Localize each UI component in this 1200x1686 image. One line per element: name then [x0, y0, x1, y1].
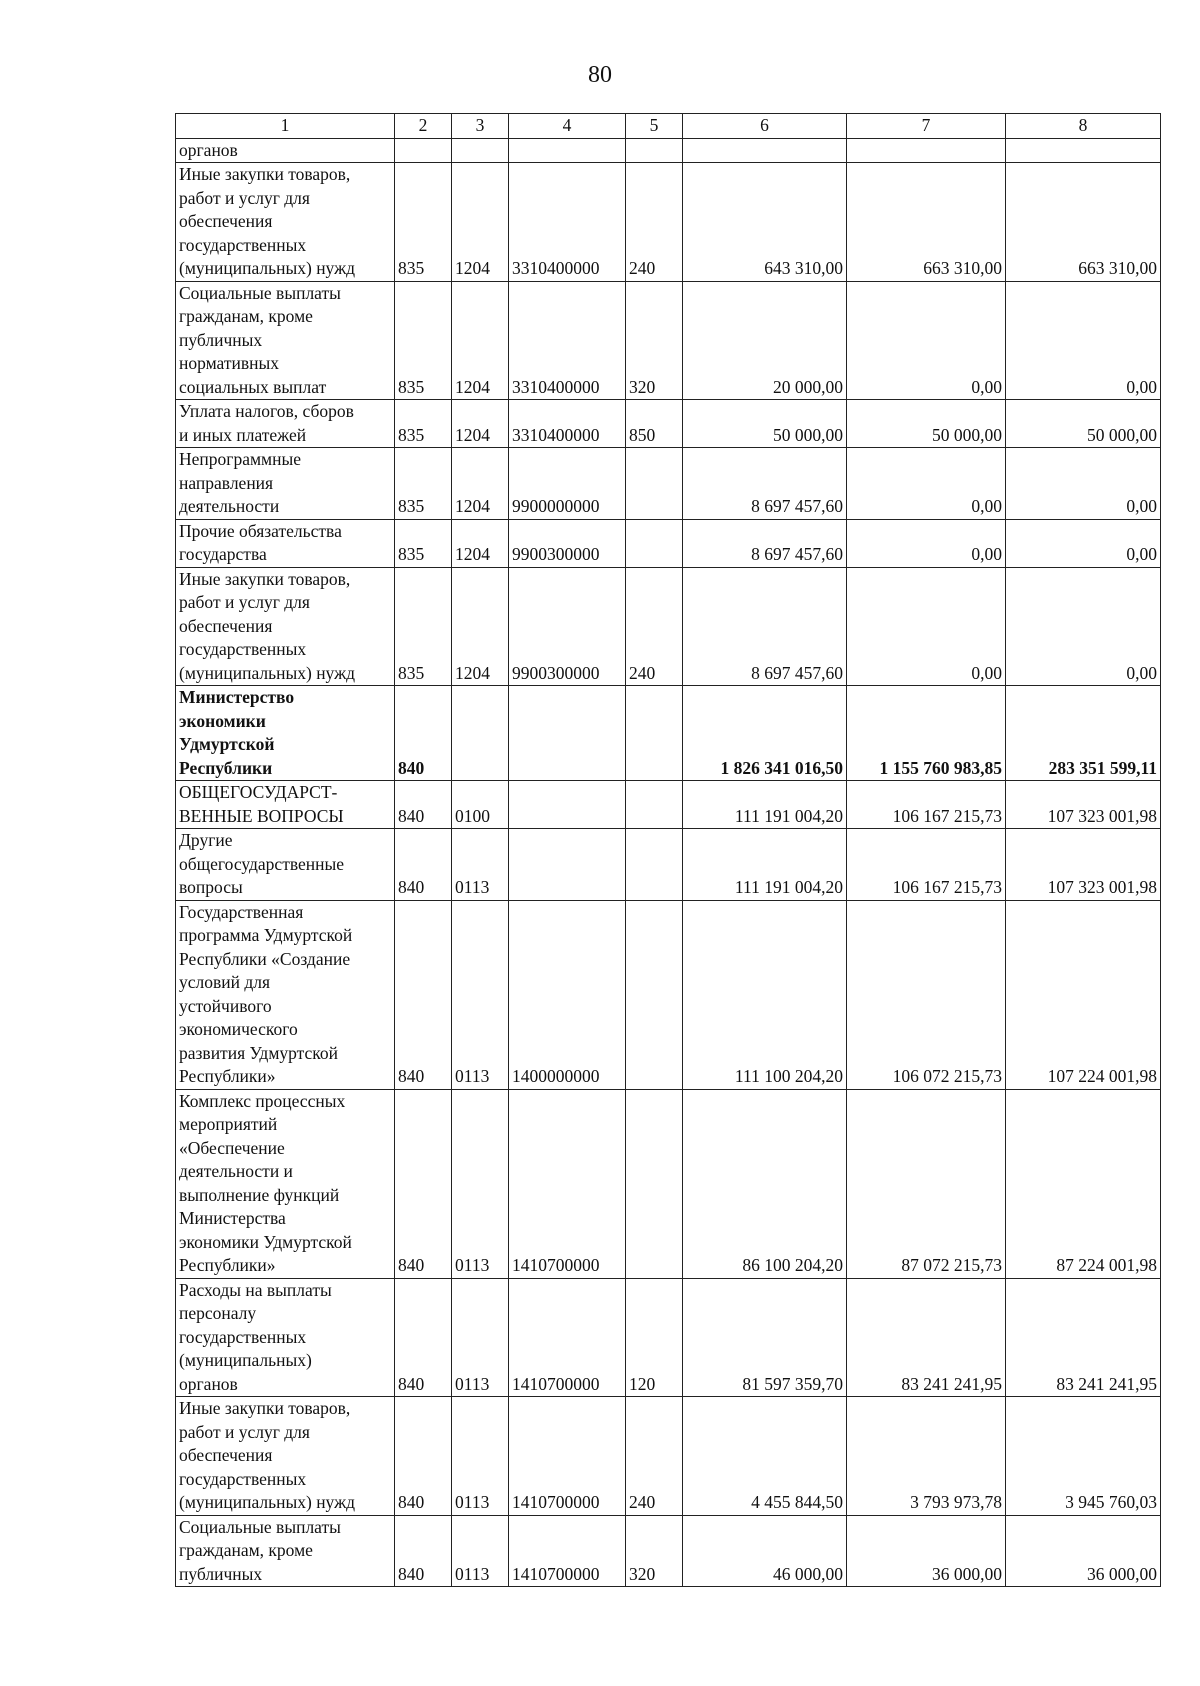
target-article-cell: 9900300000: [509, 567, 626, 686]
amount-year-1-cell: 4 455 844,50: [683, 1397, 847, 1516]
expense-type-cell: 320: [626, 281, 683, 400]
table-row: [176, 138, 1161, 163]
section-code-cell: 0113: [452, 1278, 509, 1397]
target-article-cell: 1410700000: [509, 1278, 626, 1397]
amount-year-2-cell: 106 167 215,73: [847, 829, 1006, 901]
expense-type-cell: 320: [626, 1515, 683, 1587]
table-row: [176, 1515, 1161, 1587]
target-article-cell: 1410700000: [509, 1515, 626, 1587]
section-code-cell: 1204: [452, 567, 509, 686]
amount-year-1-cell: 46 000,00: [683, 1515, 847, 1587]
target-article-cell: 1400000000: [509, 900, 626, 1089]
expense-type-cell: [626, 686, 683, 781]
target-article-cell: 9900000000: [509, 448, 626, 520]
target-article-cell: 3310400000: [509, 163, 626, 282]
expense-type-cell: [626, 1089, 683, 1278]
article-name-cell: Иные закупки товаров, работ и услуг для обеспечения государственных (муниципальных) нужд: [176, 567, 395, 686]
ministry-code-cell: 840: [395, 900, 452, 1089]
section-code-cell: 0113: [452, 1515, 509, 1587]
header-cell-2: 2: [395, 114, 452, 139]
ministry-code-cell: 835: [395, 448, 452, 520]
section-code-cell: 1204: [452, 519, 509, 567]
amount-year-1-cell: 20 000,00: [683, 281, 847, 400]
target-article-cell: 3310400000: [509, 281, 626, 400]
amount-year-3-cell: 283 351 599,11: [1006, 686, 1161, 781]
header-cell-8: 8: [1006, 114, 1161, 139]
amount-year-2-cell: 0,00: [847, 567, 1006, 686]
ministry-code-cell: 835: [395, 281, 452, 400]
amount-year-2-cell: 36 000,00: [847, 1515, 1006, 1587]
expense-type-cell: [626, 900, 683, 1089]
header-cell-7: 7: [847, 114, 1006, 139]
amount-year-3-cell: 83 241 241,95: [1006, 1278, 1161, 1397]
amount-year-3-cell: 3 945 760,03: [1006, 1397, 1161, 1516]
section-code-cell: 0113: [452, 1397, 509, 1516]
table-row: [176, 163, 1161, 282]
amount-year-1-cell: 8 697 457,60: [683, 567, 847, 686]
article-name-cell: Уплата налогов, сборов и иных платежей: [176, 400, 395, 448]
table-row: [176, 781, 1161, 829]
section-code-cell: 1204: [452, 163, 509, 282]
article-name-cell: Государственная программа Удмуртской Республики «Создание условий для устойчивого экономического развития Удмуртской Республики»: [176, 900, 395, 1089]
amount-year-3-cell: 36 000,00: [1006, 1515, 1161, 1587]
amount-year-1-cell: 81 597 359,70: [683, 1278, 847, 1397]
article-name-cell: Социальные выплаты гражданам, кроме публичных нормативных социальных выплат: [176, 281, 395, 400]
amount-year-2-cell: 0,00: [847, 281, 1006, 400]
target-article-cell: 1410700000: [509, 1397, 626, 1516]
expense-type-cell: [626, 138, 683, 163]
ministry-code-cell: 840: [395, 1397, 452, 1516]
target-article-cell: [509, 138, 626, 163]
article-name-cell: ОБЩЕГОСУДАРСТ- ВЕННЫЕ ВОПРОСЫ: [176, 781, 395, 829]
header-cell-3: 3: [452, 114, 509, 139]
amount-year-3-cell: 0,00: [1006, 448, 1161, 520]
article-name-cell: Иные закупки товаров, работ и услуг для обеспечения государственных (муниципальных) нужд: [176, 163, 395, 282]
section-code-cell: 1204: [452, 448, 509, 520]
article-name-cell: Расходы на выплаты персоналу государственных (муниципальных) органов: [176, 1278, 395, 1397]
amount-year-3-cell: [1006, 138, 1161, 163]
target-article-cell: [509, 686, 626, 781]
section-code-cell: 1204: [452, 281, 509, 400]
section-code-cell: 0113: [452, 900, 509, 1089]
table-row: [176, 829, 1161, 901]
amount-year-2-cell: 663 310,00: [847, 163, 1006, 282]
amount-year-2-cell: 3 793 973,78: [847, 1397, 1006, 1516]
amount-year-1-cell: 111 191 004,20: [683, 781, 847, 829]
table-row: [176, 1089, 1161, 1278]
article-name-cell: Иные закупки товаров, работ и услуг для обеспечения государственных (муниципальных) нужд: [176, 1397, 395, 1516]
expense-type-cell: [626, 781, 683, 829]
target-article-cell: 9900300000: [509, 519, 626, 567]
target-article-cell: 1410700000: [509, 1089, 626, 1278]
amount-year-2-cell: 106 167 215,73: [847, 781, 1006, 829]
target-article-cell: 3310400000: [509, 400, 626, 448]
header-cell-5: 5: [626, 114, 683, 139]
table-row: [176, 1397, 1161, 1516]
section-code-cell: [452, 686, 509, 781]
amount-year-2-cell: 1 155 760 983,85: [847, 686, 1006, 781]
expense-type-cell: 850: [626, 400, 683, 448]
amount-year-1-cell: 50 000,00: [683, 400, 847, 448]
target-article-cell: [509, 781, 626, 829]
expense-type-cell: 120: [626, 1278, 683, 1397]
table-row: [176, 1278, 1161, 1397]
amount-year-2-cell: 106 072 215,73: [847, 900, 1006, 1089]
amount-year-2-cell: 0,00: [847, 519, 1006, 567]
section-code-cell: 1204: [452, 400, 509, 448]
amount-year-3-cell: 107 323 001,98: [1006, 829, 1161, 901]
amount-year-3-cell: 107 224 001,98: [1006, 900, 1161, 1089]
ministry-code-cell: 840: [395, 1089, 452, 1278]
amount-year-1-cell: 111 100 204,20: [683, 900, 847, 1089]
ministry-code-cell: 835: [395, 400, 452, 448]
article-name-cell: Комплекс процессных мероприятий «Обеспечение деятельности и выполнение функций Министерства экономики Удмуртской Республики»: [176, 1089, 395, 1278]
table-row: [176, 281, 1161, 400]
amount-year-1-cell: 8 697 457,60: [683, 519, 847, 567]
header-cell-6: 6: [683, 114, 847, 139]
ministry-code-cell: [395, 138, 452, 163]
table-row: [176, 519, 1161, 567]
amount-year-1-cell: 643 310,00: [683, 163, 847, 282]
expense-type-cell: 240: [626, 1397, 683, 1516]
ministry-code-cell: 840: [395, 686, 452, 781]
amount-year-2-cell: 50 000,00: [847, 400, 1006, 448]
table-row: [176, 567, 1161, 686]
table-row: [176, 400, 1161, 448]
ministry-code-cell: 840: [395, 1278, 452, 1397]
table-body: [176, 138, 1161, 1587]
article-name-cell: органов: [176, 138, 395, 163]
ministry-code-cell: 840: [395, 781, 452, 829]
page-number: 80: [588, 62, 612, 88]
amount-year-2-cell: 83 241 241,95: [847, 1278, 1006, 1397]
article-name-cell: Прочие обязательства государства: [176, 519, 395, 567]
ministry-code-cell: 840: [395, 829, 452, 901]
header-row: [176, 114, 1161, 139]
article-name-cell: Непрограммные направления деятельности: [176, 448, 395, 520]
section-code-cell: [452, 138, 509, 163]
ministry-code-cell: 840: [395, 1515, 452, 1587]
header-cell-1: 1: [176, 114, 395, 139]
amount-year-1-cell: 8 697 457,60: [683, 448, 847, 520]
amount-year-3-cell: 663 310,00: [1006, 163, 1161, 282]
expense-type-cell: [626, 448, 683, 520]
expense-type-cell: 240: [626, 163, 683, 282]
amount-year-3-cell: 107 323 001,98: [1006, 781, 1161, 829]
target-article-cell: [509, 829, 626, 901]
amount-year-2-cell: 87 072 215,73: [847, 1089, 1006, 1278]
table-row: [176, 686, 1161, 781]
amount-year-1-cell: 1 826 341 016,50: [683, 686, 847, 781]
budget-table: [175, 113, 1161, 1587]
amount-year-3-cell: 0,00: [1006, 519, 1161, 567]
amount-year-1-cell: [683, 138, 847, 163]
section-code-cell: 0100: [452, 781, 509, 829]
amount-year-3-cell: 0,00: [1006, 281, 1161, 400]
expense-type-cell: 240: [626, 567, 683, 686]
article-name-cell: Другие общегосударственные вопросы: [176, 829, 395, 901]
section-code-cell: 0113: [452, 829, 509, 901]
amount-year-1-cell: 111 191 004,20: [683, 829, 847, 901]
amount-year-3-cell: 0,00: [1006, 567, 1161, 686]
amount-year-3-cell: 87 224 001,98: [1006, 1089, 1161, 1278]
table-row: [176, 900, 1161, 1089]
ministry-code-cell: 835: [395, 163, 452, 282]
expense-type-cell: [626, 829, 683, 901]
article-name-cell: Министерство экономики Удмуртской Республики: [176, 686, 395, 781]
section-code-cell: 0113: [452, 1089, 509, 1278]
amount-year-1-cell: 86 100 204,20: [683, 1089, 847, 1278]
ministry-code-cell: 835: [395, 519, 452, 567]
amount-year-2-cell: [847, 138, 1006, 163]
header-cell-4: 4: [509, 114, 626, 139]
amount-year-3-cell: 50 000,00: [1006, 400, 1161, 448]
table-row: [176, 448, 1161, 520]
ministry-code-cell: 835: [395, 567, 452, 686]
amount-year-2-cell: 0,00: [847, 448, 1006, 520]
article-name-cell: Социальные выплаты гражданам, кроме публичных: [176, 1515, 395, 1587]
expense-type-cell: [626, 519, 683, 567]
